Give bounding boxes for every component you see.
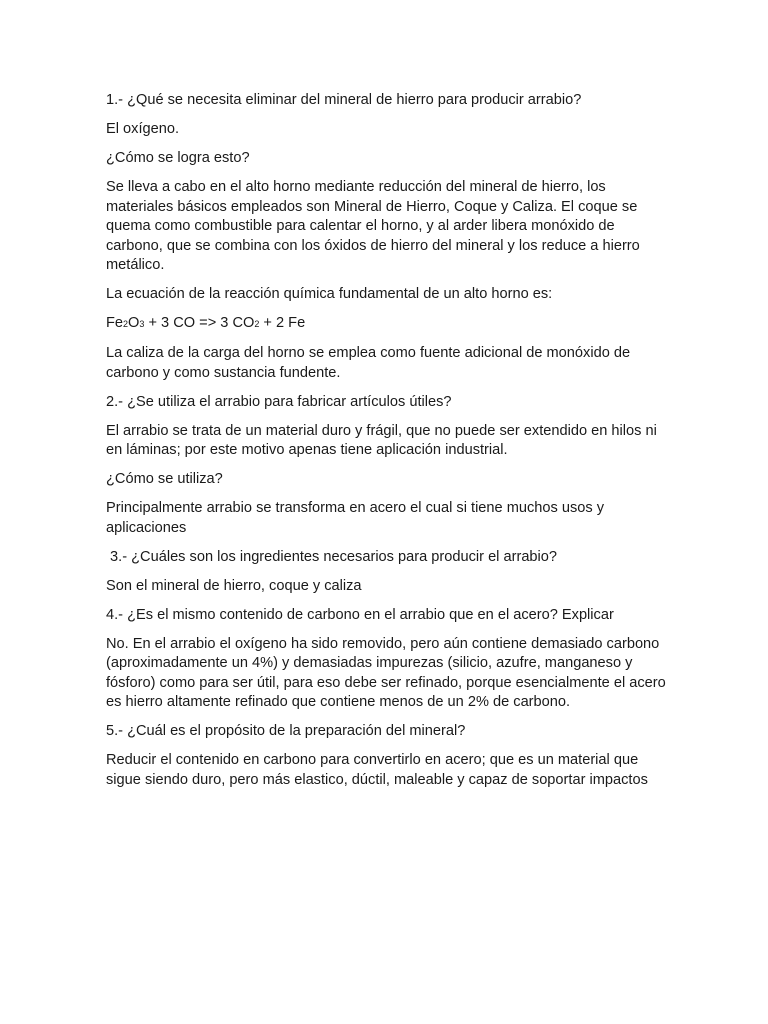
followup-question-1: ¿Cómo se logra esto? — [106, 150, 250, 166]
equation-o: O — [128, 315, 140, 331]
answer-4: No. En el arrabio el oxígeno ha sido removido, pero aún contiene demasiado carbono (aproximadamente un 4%) y demasiadas impurezas (silicio, azufre, manganeso y fósforo) como para ser útil, para eso debe ser refinado, porque esencialmente el acero es hierro altamente refinado que contiene menos de un 2% de carbono. — [106, 635, 666, 710]
answer-1: El oxígeno. — [106, 121, 180, 137]
equation-fe-subscript: 2 — [123, 319, 129, 329]
question-3: 3.- ¿Cuáles son los ingredientes necesarios para producir el arrabio? — [106, 548, 558, 565]
answer-5: Reducir el contenido en carbono para convertirlo en acero; que es un material que sigue siendo duro, pero más elastico, dúctil, maleable y capaz de soportar impactos — [106, 752, 648, 788]
followup-answer-1: Se lleva a cabo en el alto horno mediante reducción del mineral de hierro, los materiales básicos empleados son Mineral de Hierro, Coque y Caliza. El coque se quema como combustible para calentar el horno, y al arder libera monóxido de carbono, que se combina con los óxidos de hierro del mineral y los reduce a hierro metálico. — [106, 179, 640, 273]
answer-3: Son el mineral de hierro, coque y caliza — [106, 577, 362, 594]
followup-answer-2: Principalmente arrabio se transforma en acero el cual si tiene muchos usos y aplicaciones — [106, 500, 605, 536]
question-4: 4.- ¿Es el mismo contenido de carbono en el arrabio que en el acero? Explicar — [106, 606, 614, 623]
equation-o-subscript: 3 — [139, 319, 145, 329]
question-2: 2.- ¿Se utiliza el arrabio para fabricar artículos útiles? — [106, 393, 452, 410]
limestone-note: La caliza de la carga del horno se emplea como fuente adicional de monóxido de carbono y como sustancia fundente. — [106, 345, 631, 381]
equation-co-subscript: 2 — [254, 319, 260, 329]
chemical-equation — [106, 314, 666, 335]
equation-fe: Fe — [106, 315, 124, 331]
equation-end: + 2 Fe — [259, 315, 306, 331]
equation-middle: + 3 CO => 3 CO — [144, 315, 255, 331]
document-body — [106, 91, 666, 800]
followup-question-2: ¿Cómo se utiliza? — [106, 471, 223, 487]
answer-2: El arrabio se trata de un material duro y frágil, que no puede ser extendido en hilos ni en láminas; por este motivo apenas tiene aplicación industrial. — [106, 422, 657, 458]
question-1: 1.- ¿Qué se necesita eliminar del mineral de hierro para producir arrabio? — [106, 92, 582, 108]
equation-intro: La ecuación de la reacción química fundamental de un alto horno es: — [106, 286, 553, 302]
question-5: 5.- ¿Cuál es el propósito de la preparación del mineral? — [106, 723, 466, 739]
